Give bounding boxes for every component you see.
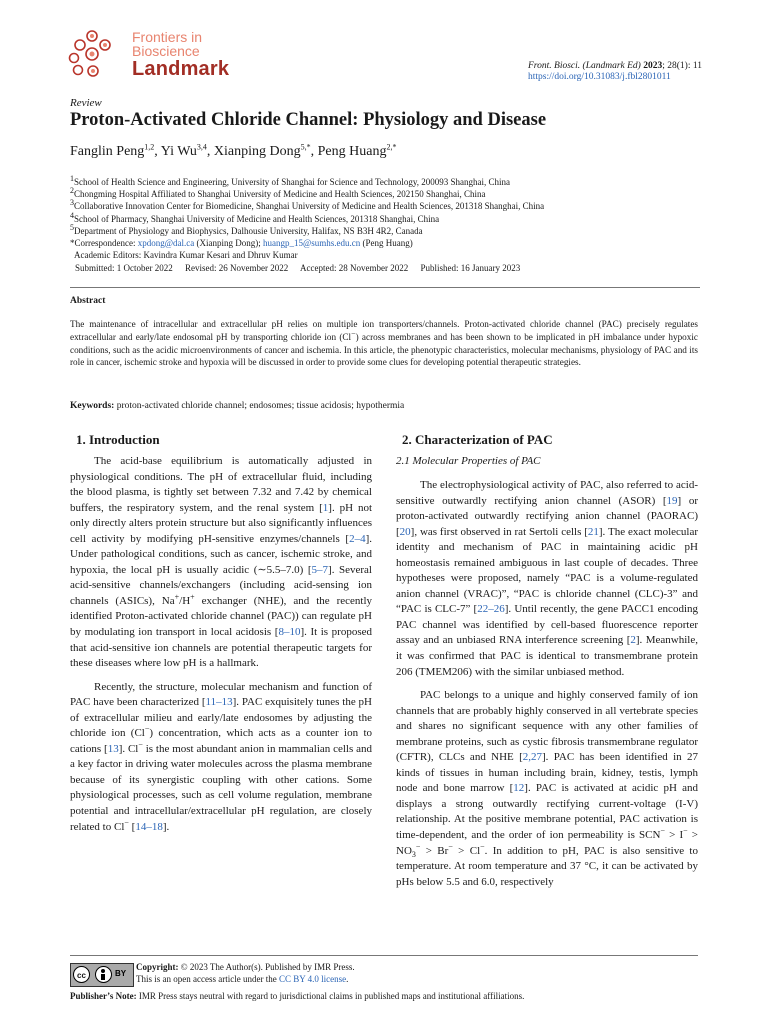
- author-name: Xianping Dong: [213, 144, 301, 159]
- citation-link[interactable]: 1: [322, 501, 329, 514]
- affil-number: 5: [70, 222, 74, 232]
- date-published: Published: 16 January 2023: [420, 263, 521, 274]
- abstract-text: The maintenance of intracellular and extracellular pH relies on multiple ion transporters/channels. Proton-activated chloride channel (PAC) precisely regulates extracellular and early/late endosomal pH by transporting chloride ion (Cl−) across membranes and has been shown to be implicated in pH imbalance under hypoxic conditions, such as the acidic microenvironments of cancer and ischemia. In this article, the phenotypic characteristics, molecular mechanisms, physiology of PAC and its role in cancer, ischemic stroke and hypoxia will be discussed in order to provide some clues for developing potential therapeutic strategies.: [70, 319, 698, 368]
- body-paragraph: PAC belongs to a unique and highly conserved family of ion channels that are probably highly conserved in all vertebrate species and shares no significant sequence with any other families of membrane proteins, such as cystic fibrosis transmembrane regulator (CFTR), CLCs and NHE [2,27]. PAC has been identified in 27 kinds of tissues in human including brain, kidney, testis, lymph node and bone marrow [12]. PAC is activated at acidic pH and displays a strong outwardly rectifying current-voltage (I-V) relationship. At the positive membrane potential, PAC activation is time-dependent, and the order of ion permeability is $SCN^- > I^- > NO_3^- > Br^- > Cl^-$. In addition to pH, PAC is also sensitive to temperature. At room temperature and 37 °C, it can be activated by pHs below 5.5 and 6.0, respectively: [396, 689, 698, 888]
- author-affil-marker: 5,*: [300, 142, 311, 152]
- email-link-huang[interactable]: huangp_15@sumhs.edu.cn: [263, 238, 361, 249]
- author-affil-marker: 1,2: [144, 142, 155, 152]
- cc-by-license-badge[interactable]: [70, 963, 134, 987]
- copyright-text: © 2023 The Author(s). Published by IMR Press.: [180, 962, 355, 972]
- academic-editors: Academic Editors: Kavindra Kumar Kesari and Dhruv Kumar: [74, 250, 298, 261]
- license-link[interactable]: CC BY 4.0 license: [278, 973, 347, 984]
- author-name: Yi Wu: [160, 144, 197, 159]
- author-list: [70, 144, 396, 160]
- author-affil-marker: 3,4: [196, 142, 207, 152]
- abstract-part: The maintenance of intracellular and extracellular pH relies on multiple ion transporters/channels. Proton-activated chloride channel (PAC) precisely regulates extracellular and early/late endosomal pH by transporting chloride ion (Cl: [70, 319, 698, 342]
- citation-link[interactable]: 14–18: [135, 820, 163, 833]
- publisher-note: [70, 991, 524, 1001]
- abstract-part: ) across membranes and has been shown to be implicated in pH imbalance under hypoxic conditions, such as the acidic microenvironments of cancer and ischemia. In this article, the phenotypic characteristics, molecular mechanisms, physiology of PAC and its role in cancer, ischemic stroke and hypoxia will be discussed in order to provide some clues for developing potential therapeutic strategies.: [70, 331, 698, 368]
- affil-text: Department of Physiology and Biophysics, Dalhousie University, Halifax, NS B3H 4R2, Canada: [74, 225, 423, 236]
- citation-link[interactable]: 2: [630, 634, 636, 647]
- license-period: .: [346, 973, 349, 984]
- copyright-notice: [136, 962, 355, 985]
- abstract-heading: Abstract: [70, 296, 106, 306]
- citation-link[interactable]: 22–26: [477, 603, 505, 616]
- date-revised: Revised: 26 November 2022: [185, 263, 289, 274]
- affiliation-item: [70, 210, 710, 225]
- section-heading-characterization: 2. Characterization of PAC: [402, 432, 553, 447]
- author-affil-marker: 2,*: [386, 142, 397, 152]
- footer-divider: [70, 955, 698, 956]
- journal-citation: [528, 61, 702, 83]
- affiliation-item: [70, 200, 710, 212]
- correspondence-name: (Peng Huang): [362, 238, 413, 249]
- person-icon: [95, 966, 112, 983]
- author-name: Peng Huang: [317, 144, 387, 159]
- article-dates: [70, 262, 710, 274]
- license-text: This is an open access article under the: [136, 973, 277, 984]
- journal-logo: [68, 26, 248, 84]
- affiliations: [70, 176, 710, 275]
- affil-text: School of Pharmacy, Shanghai University of Medicine and Health Sciences, 201318 Shanghai, China: [74, 213, 440, 224]
- citation-link[interactable]: 13: [107, 742, 119, 755]
- affiliation-item: [70, 176, 710, 188]
- subsection-heading: 2.1 Molecular Properties of PAC: [396, 455, 541, 467]
- citation-link[interactable]: 11–13: [205, 696, 233, 709]
- citation-link[interactable]: 2–4: [349, 532, 366, 545]
- body-paragraph: The electrophysiological activity of PAC, also referred to acid-sensitive outwardly rectifying anion channel (ASOR) [19] or proton-activated outwardly rectifying anion channel (PAORAC) [20], was first observed in rat Sertoli cells [21]. The exact molecular identity and mechanism of PAC in maintaining acidic pH homeostasis remained ambiguous in last couple of decades. Three hypotheses were proposed, namely “PAC is a volume-regulated anion channel (VRAC)”, “PAC is chloride channel (CLC)-3” and “PAC is CLC-7” [22–26]. Until recently, the gene PACC1 encoding PAC channel was identified by cell-based fluorescence reporter assay and an unbiased RNA interference screening [2]. Meanwhile, it was confirmed that PAC is identical to transmembrane protein 206 (TMEM206) with the similar unbiased method.: [396, 479, 698, 678]
- publisher-note-text: IMR Press stays neutral with regard to jurisdictional claims in published maps and institutional affiliations.: [138, 991, 525, 1001]
- citation-volume: ; 28(1): 11: [662, 61, 702, 71]
- citation-journal: Front. Biosci. (Landmark Ed): [528, 61, 641, 71]
- affil-number: 3: [70, 198, 74, 208]
- citation-link[interactable]: 12: [513, 782, 525, 795]
- author-name: Fanglin Peng: [70, 144, 145, 159]
- email-link-dong[interactable]: xpdong@dal.ca: [137, 238, 195, 249]
- citation-link[interactable]: 19: [666, 494, 678, 507]
- affil-text: Collaborative Innovation Center for Biomedicine, Shanghai University of Medicine and Health Sciences, 201318 Shanghai, China: [74, 201, 545, 212]
- doi-link[interactable]: https://doi.org/10.31083/j.fbl2801011: [528, 72, 671, 82]
- author-sep: ,: [206, 144, 214, 159]
- citation-line: [528, 61, 702, 72]
- logo-line-1: Frontiers in: [132, 29, 203, 45]
- affil-number: 2: [70, 186, 74, 196]
- logo-line-3: Landmark: [132, 58, 230, 80]
- body-paragraph: The acid-base equilibrium is automatically adjusted in physiological conditions. The pH of extracellular fluid, including the blood plasma, is tightly set between 7.32 and 7.42 by chemical buffers, the respiratory system, and the renal system [1]. pH not only directly alters protein structure but also significantly influences cell activity by modifying pH-sensitive enzymes/channels [2–4]. Under pathological conditions, such as cancer, ischemic stroke, and hypoxia, the local pH is usually acidic (∼5.5–7.0) [5–7]. Several acid-sensitive channels/exchangers (including acid-sensing ion channels (ASICs), Na+/H+ exchanger (NHE), and the recently identified Proton-activated chloride channel (PAC)) can regulate pH by modulating ion transport in local acidosis [8–10]. It is proposed that acid-sensitive ion channels are potential therapeutic targets for these diseases where low pH is a hallmark.: [70, 455, 373, 670]
- affil-number: 1: [70, 174, 74, 183]
- affil-text: School of Health Science and Engineering, University of Shanghai for Science and Technology, 200093 Shanghai, China: [74, 177, 511, 187]
- author-sep: ,: [154, 144, 161, 159]
- body-paragraph: Recently, the structure, molecular mechanism and function of PAC have been characterized [11–13]. PAC exquisitely tunes the pH of extracellular milieu and early/late endosomes by adjusting the chloride ion (Cl−) concentration, which acts as a counter ion to cations [13]. Cl− is the most abundant anion in mammalian cells and a key factor in driving water molecules across the plasma membrane because of its synergistic coupling with other cations. Some physiological processes, such as cell volume regulation, membrane potential and intracellular/extracellular pH regulation, are closely related to Cl− [14–18].: [70, 680, 373, 833]
- copyright-label: Copyright:: [136, 962, 179, 972]
- article-title: Proton-Activated Chloride Channel: Physiology and Disease: [70, 110, 547, 130]
- correspondence-label: *Correspondence:: [70, 238, 136, 249]
- publisher-note-label: Publisher’s Note:: [70, 991, 137, 1001]
- citation-link[interactable]: 21: [587, 525, 599, 538]
- column-right: [396, 432, 698, 890]
- affiliation-item: [70, 188, 710, 200]
- frontiers-logo-icon: [68, 26, 128, 82]
- by-label: BY: [115, 969, 127, 978]
- keywords: [70, 401, 404, 411]
- column-left: [70, 432, 372, 835]
- citation-link[interactable]: 20: [399, 525, 411, 538]
- author-sep: ,: [310, 144, 318, 159]
- section-heading-introduction: 1. Introduction: [76, 432, 160, 447]
- citation-link[interactable]: 5–7: [311, 563, 329, 576]
- divider: [70, 287, 700, 288]
- citation-year: 2023: [643, 61, 663, 71]
- correspondence-name: (Xianping Dong);: [196, 238, 261, 249]
- article-type: Review: [70, 97, 102, 109]
- affiliation-item: [70, 222, 710, 237]
- citation-link[interactable]: 2,27: [522, 751, 543, 764]
- correspondence: [70, 237, 710, 249]
- citation-link[interactable]: 8–10: [278, 626, 301, 639]
- date-accepted: Accepted: 28 November 2022: [300, 263, 409, 274]
- affil-number: 4: [70, 210, 74, 220]
- keywords-text: proton-activated chloride channel; endosomes; tissue acidosis; hypothermia: [116, 401, 405, 411]
- logo-line-2: Bioscience: [132, 43, 200, 59]
- affil-text: Chongming Hospital Affiliated to Shanghai University of Medicine and Health Sciences, 202150 Shanghai, China: [74, 189, 486, 200]
- cc-icon: cc: [73, 966, 90, 983]
- keywords-label: Keywords:: [70, 401, 115, 411]
- date-submitted: Submitted: 1 October 2022: [75, 263, 173, 274]
